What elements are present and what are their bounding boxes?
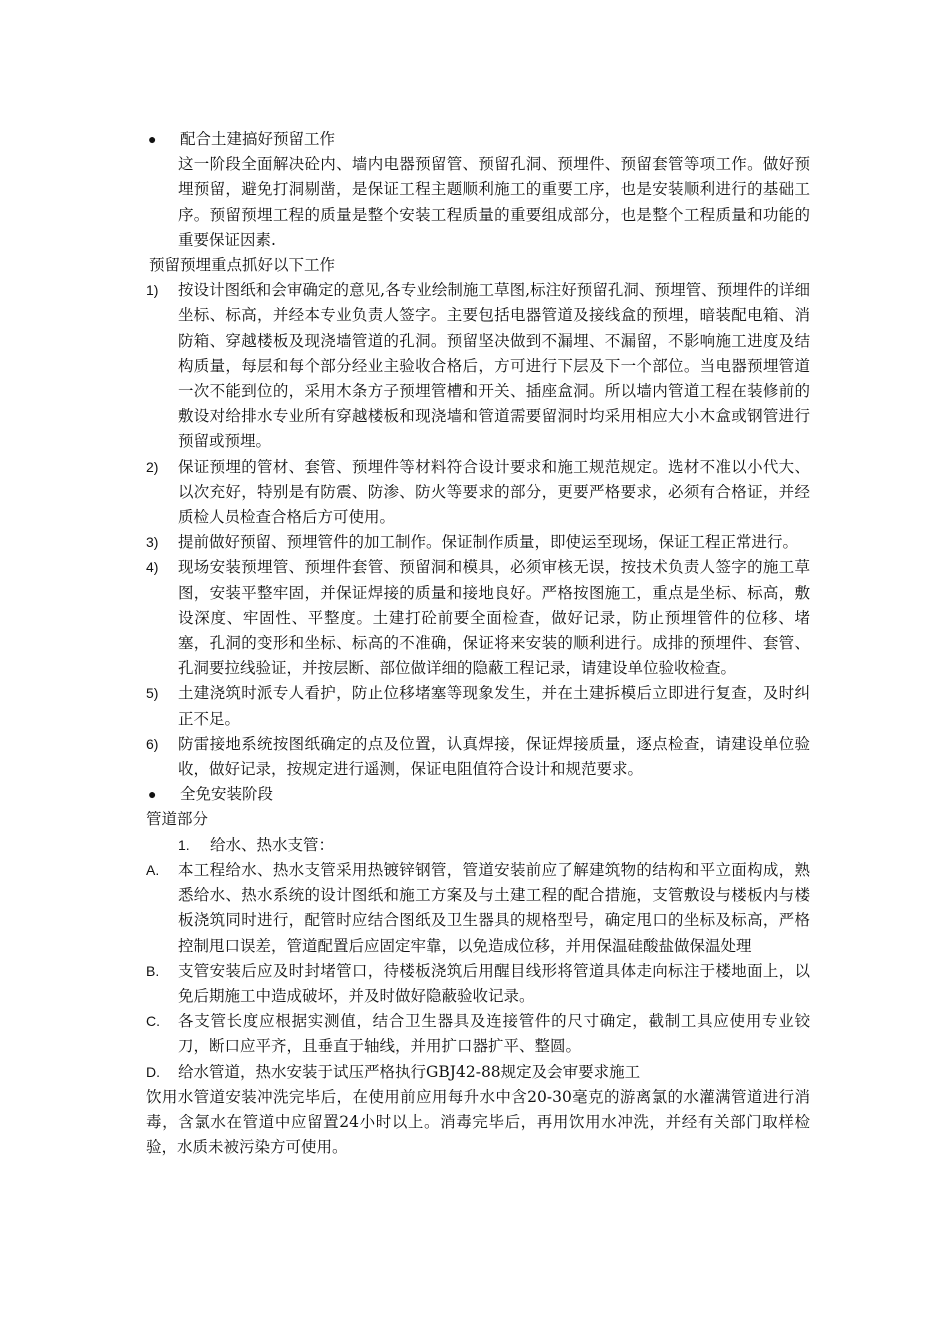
list-item (146, 732, 810, 782)
list-marker: B. (146, 962, 160, 979)
section-title: 配合土建搞好预留工作 (180, 130, 336, 148)
list-item-text: 现场安装预埋管、预埋件套管、预留洞和模具，必须审核无误，按技术负责人签字的施工草图，安装平整牢固，并保证焊接的质量和接地良好。严格按图施工，重点是坐标、标高，敷设深度、牢固性、平整度。土建打砼前要全面检查，做好记录，防止预埋管件的位移、堵塞，孔洞的变形和坐标、标高的不准确，保证将来安装的顺利进行。成排的预埋件、套管、孔洞要拉线验证，并按层断、部位做详细的隐蔽工程记录，请建设单位验收检查。 (178, 558, 810, 678)
list-item-text: 支管安装后应及时封堵管口，待楼板浇筑后用醒目线形将管道具体走向标注于楼地面上，以免后期施工中造成破坏，并及时做好隐蔽验收记录。 (178, 961, 810, 1005)
subheading-text: 给水、热水支管： (210, 835, 335, 854)
list-marker: 2) (146, 458, 159, 475)
subheading: 预留预埋重点抓好以下工作 (149, 256, 336, 275)
list-item-text: 防雷接地系统按图纸确定的点及位置，认真焊接，保证焊接质量，逐点检查，请建设单位验收，做好记录，按规定进行遥测，保证电阻值符合设计和规范要求。 (178, 734, 810, 779)
document-body (146, 127, 810, 1160)
list-marker: 5) (146, 685, 159, 702)
numbered-subheading (146, 833, 810, 858)
list-marker: 3) (146, 534, 159, 551)
paragraph: 饮用水管道安装冲洗完毕后，在使用前应用每升水中含20-30毫克的游离氯的水灌满管道进行消毒，含氯水在管道中应留置24小时以上。消毒完毕后，再用饮用水冲洗，并经有关部门取样检验，水质未被污染方可使用。 (146, 1087, 810, 1157)
subheading: 管道部分 (146, 810, 209, 829)
list-marker: 1) (146, 282, 159, 299)
section-title: 全免安装阶段 (180, 785, 274, 804)
list-item (146, 1060, 810, 1085)
list-marker: 1. (178, 836, 190, 853)
list-item (146, 681, 810, 731)
list-item-text: 本工程给水、热水支管采用热镀锌钢管，管道安装前应了解建筑物的结构和平立面构成，熟悉给水、热水系统的设计图纸和施工方案及与土建工程的配合措施，支管敷设与楼板内与楼板浇筑同时进行，配管时应结合图纸及卫生器具的规格型号，确定甩口的坐标及标高，严格控制甩口误差，管道配置后应固定牢靠，以免造成位移，并用保温硅酸盐做保温处理 (178, 860, 810, 955)
list-item-text: 各支管长度应根据实测值，结合卫生器具及连接管件的尺寸确定，截制工具应使用专业铰刀，断口应平齐，且垂直于轴线，并用扩口器扩平、整圆。 (178, 1012, 810, 1056)
list-marker: 4) (146, 559, 159, 576)
section-bullet-prereserve (146, 127, 810, 152)
list-marker: 6) (146, 735, 159, 752)
list-item-text: 按设计图纸和会审确定的意见,各专业绘制施工草图,标注好预留孔洞、预埋管、预埋件的详细坐标、标高，并经本专业负责人签字。主要包括电器管道及接线盒的预埋，暗装配电箱、消防箱、穿越楼板及现浇墙管道的孔洞。预留坚决做到不漏埋、不漏留，不影响施工进度及结构质量，每层和每个部分经业主验收合格后，方可进行下层及下一个部位。当电器预埋管道一次不能到位的，采用木条方子预埋管槽和开关、插座盒洞。所以墙内管道工程在装修前的敷设对给排水专业所有穿越楼板和现浇墙和管道需要留洞时均采用相应大小木盒或钢管进行预留或预埋。 (178, 281, 810, 451)
paragraph: 这一阶段全面解决砼内、墙内电器预留管、预留孔洞、预埋件、预留套管等项工作。做好预埋预留，避免打洞剔凿，是保证工程主题顺利施工的重要工序，也是安装顺利进行的基础工序。预留预埋工程的质量是整个安装工程质量的重要组成部分，也是整个工程质量和功能的重要保证因素. (178, 155, 810, 249)
list-item-text: 土建浇筑时派专人看护，防止位移堵塞等现象发生，并在土建拆模后立即进行复查，及时纠正不足。 (178, 684, 810, 728)
list-marker: A. (146, 861, 160, 878)
section-bullet-install (146, 782, 810, 807)
list-item (146, 959, 810, 1009)
bullet-icon: ● (148, 131, 157, 147)
list-item (146, 455, 810, 531)
list-item (146, 530, 810, 555)
bullet-icon: ● (148, 786, 157, 803)
list-marker: C. (146, 1013, 160, 1030)
list-item (146, 555, 810, 681)
list-item-text: 保证预埋的管材、套管、预埋件等材料符合设计要求和施工规范规定。选材不准以小代大、以次充好，特别是有防震、防渗、防火等要求的部分，更要严格要求，必须有合格证，并经质检人员检查合格后方可使用。 (178, 457, 810, 527)
list-item (146, 858, 810, 959)
list-item (146, 1009, 810, 1059)
list-marker: D. (146, 1063, 160, 1080)
list-item-text: 给水管道，热水安装于试压严格执行GBJ42-88规定及会审要求施工 (178, 1062, 641, 1081)
list-item (146, 278, 810, 454)
list-item-text: 提前做好预留、预埋管件的加工制作。保证制作质量，即使运至现场，保证工程正常进行。 (178, 533, 799, 552)
